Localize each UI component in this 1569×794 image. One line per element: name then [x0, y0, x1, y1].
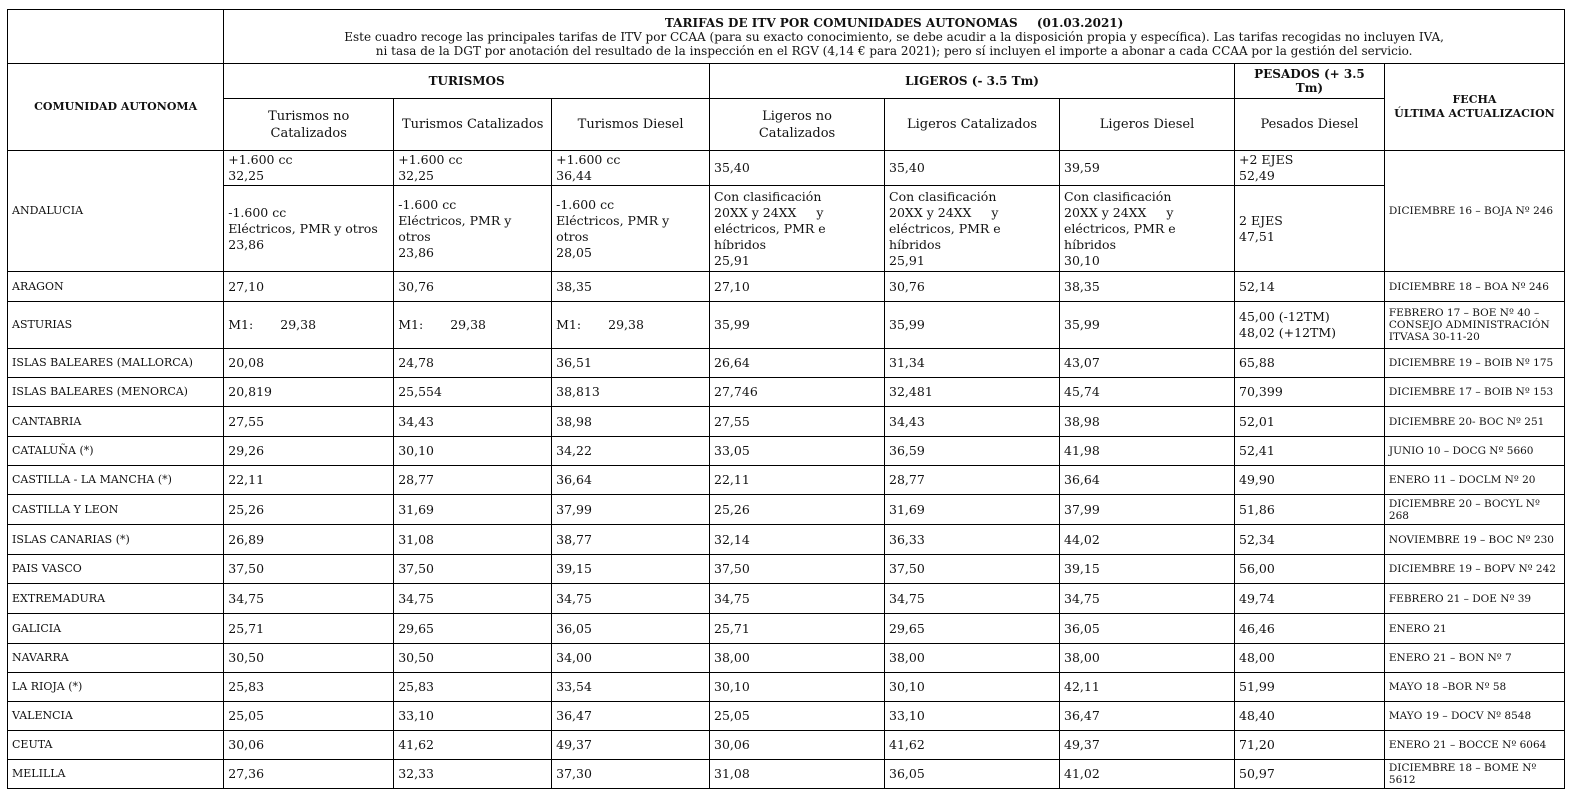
asturias-c1	[224, 302, 394, 349]
asturias-c4: 35,99	[710, 302, 885, 349]
tariff-cell: 25,83	[224, 673, 394, 702]
aragon-c2: 30,76	[394, 272, 552, 302]
tariff-cell: 22,11	[710, 466, 885, 495]
tariff-cell: 51,86	[1235, 495, 1385, 525]
and-top-c4: 35,40	[710, 151, 885, 186]
date-cell: JUNIO 10 – DOCG Nº 5660	[1384, 437, 1564, 466]
comunidad-header: COMUNIDAD AUTONOMA	[8, 64, 224, 151]
tariff-cell: 37,50	[224, 555, 394, 584]
tur-nocat-header-line-2: Catalizados	[270, 125, 347, 141]
and-bot-c2-b: Eléctricos, PMR y	[398, 212, 512, 228]
and-bot-c4-d: híbridos	[714, 236, 766, 252]
tariff-cell: 56,00	[1235, 555, 1385, 584]
tariff-cell: 34,43	[394, 407, 552, 437]
and-bot-c6-c: eléctricos, PMR e	[1064, 220, 1176, 236]
and-bot-c5-a: Con clasificación	[889, 188, 997, 204]
tariff-cell: 71,20	[1235, 731, 1385, 760]
tariff-cell: 34,75	[224, 584, 394, 614]
table-row	[8, 407, 1565, 437]
asturias-c6: 35,99	[1060, 302, 1235, 349]
title-row	[8, 10, 1565, 64]
tariff-cell: 51,99	[1235, 673, 1385, 702]
tariff-cell: 34,75	[710, 584, 885, 614]
aragon-c6: 38,35	[1060, 272, 1235, 302]
table-row	[8, 731, 1565, 760]
and-bot-c5-c: eléctricos, PMR e	[889, 220, 1001, 236]
and-bot-c4-e: 25,91	[714, 252, 750, 268]
tariff-cell: 33,10	[394, 702, 552, 731]
tariff-cell: 30,50	[224, 644, 394, 673]
tariff-cell: 42,11	[1060, 673, 1235, 702]
tariff-cell: 37,30	[552, 760, 710, 789]
tariff-cell: 25,71	[710, 614, 885, 644]
region-cell: PAIS VASCO	[8, 555, 224, 584]
and-top-c7-b: 52,49	[1239, 168, 1275, 183]
tariff-cell: 37,50	[710, 555, 885, 584]
region-cell: ISLAS CANARIAS (*)	[8, 525, 224, 555]
fecha-header	[1384, 64, 1564, 151]
tariff-cell: 36,64	[1060, 466, 1235, 495]
date-cell: ENERO 21 – BON Nº 7	[1384, 644, 1564, 673]
tariff-cell: 49,37	[552, 731, 710, 760]
tariff-cell: 27,55	[224, 407, 394, 437]
date-cell: MAYO 19 – DOCV Nº 8548	[1384, 702, 1564, 731]
and-bot-c2-c: otros	[398, 228, 431, 244]
and-top-c1-a: +1.600 cc	[228, 152, 293, 167]
tariff-cell: 30,10	[710, 673, 885, 702]
and-bot-c2-d: 23,86	[398, 244, 435, 260]
tariff-cell: 37,50	[885, 555, 1060, 584]
asturias-c7-a: 45,00 (-12TM)	[1239, 309, 1330, 324]
asturias-c2-label: M1:	[398, 317, 424, 332]
lig-nocat-header-line-1: Ligeros no	[762, 108, 832, 124]
table-row	[8, 437, 1565, 466]
region-cell: ISLAS BALEARES (MALLORCA)	[8, 349, 224, 378]
tariff-cell: 41,98	[1060, 437, 1235, 466]
and-bot-c5	[885, 186, 1060, 272]
and-top-c2-b: 32,25	[398, 168, 435, 183]
tariff-cell: 36,59	[885, 437, 1060, 466]
tariff-cell: 38,77	[552, 525, 710, 555]
and-bot-c4	[710, 186, 885, 272]
and-bot-c3-d: 28,05	[556, 244, 592, 260]
and-bot-c1-b: Eléctricos, PMR y otros	[228, 220, 378, 236]
tariff-cell: 27,36	[224, 760, 394, 789]
table-row	[8, 349, 1565, 378]
and-bot-c6	[1060, 186, 1235, 272]
table-row	[8, 584, 1565, 614]
tariff-cell: 34,00	[552, 644, 710, 673]
tariff-cell: 25,83	[394, 673, 552, 702]
tariff-cell: 22,11	[224, 466, 394, 495]
tariff-cell: 34,75	[1060, 584, 1235, 614]
tariff-cell: 41,62	[394, 731, 552, 760]
and-bot-c3-c: otros	[556, 228, 589, 244]
and-bot-c4-c: eléctricos, PMR e	[714, 220, 826, 236]
and-bot-c4-b: 20XX y 24XX y	[714, 204, 824, 220]
tariff-cell: 52,41	[1235, 437, 1385, 466]
region-cell: GALICIA	[8, 614, 224, 644]
region-cell: VALENCIA	[8, 702, 224, 731]
tariff-cell: 34,22	[552, 437, 710, 466]
tariff-cell: 24,78	[394, 349, 552, 378]
tariff-cell: 29,65	[394, 614, 552, 644]
and-bot-c3-b: Eléctricos, PMR y	[556, 212, 670, 228]
tariff-cell: 52,34	[1235, 525, 1385, 555]
region-cell: CANTABRIA	[8, 407, 224, 437]
and-bot-c7	[1235, 186, 1385, 272]
table-row	[8, 495, 1565, 525]
asturias-c1-value: 29,38	[280, 317, 317, 332]
tariff-cell: 25,26	[710, 495, 885, 525]
tariff-cell: 36,05	[885, 760, 1060, 789]
tariff-cell: 44,02	[1060, 525, 1235, 555]
region-aragon: ARAGON	[8, 272, 224, 302]
and-bot-c1-c: 23,86	[228, 236, 265, 252]
sub-header-row	[8, 99, 1565, 151]
pesados-header-line-2: Tm)	[1295, 81, 1324, 95]
table-row	[8, 673, 1565, 702]
tariff-cell: 49,90	[1235, 466, 1385, 495]
aragon-c3: 38,35	[552, 272, 710, 302]
tariff-cell: 25,554	[394, 378, 552, 407]
and-top-c2-a: +1.600 cc	[398, 152, 463, 167]
table-row	[8, 466, 1565, 495]
asturias-c5: 35,99	[885, 302, 1060, 349]
asturias-row	[8, 302, 1565, 349]
tariff-cell: 31,08	[710, 760, 885, 789]
aragon-c5: 30,76	[885, 272, 1060, 302]
date-cell: DICIEMBRE 19 – BOPV Nº 242	[1384, 555, 1564, 584]
region-cell: LA RIOJA (*)	[8, 673, 224, 702]
tariff-cell: 36,05	[552, 614, 710, 644]
tariff-cell: 29,26	[224, 437, 394, 466]
tariff-cell: 45,74	[1060, 378, 1235, 407]
tur-nocat-header-line-1: Turismos no	[268, 108, 350, 124]
tariff-cell: 38,00	[1060, 644, 1235, 673]
tariff-cell: 26,89	[224, 525, 394, 555]
region-cell: CEUTA	[8, 731, 224, 760]
tariff-cell: 34,43	[885, 407, 1060, 437]
asturias-c2	[394, 302, 552, 349]
and-top-c7-a: +2 EJES	[1239, 152, 1294, 167]
tur-diesel-header: Turismos Diesel	[552, 99, 710, 151]
tariff-cell: 38,00	[710, 644, 885, 673]
tariff-cell: 28,77	[885, 466, 1060, 495]
tariff-cell: 38,813	[552, 378, 710, 407]
lig-nocat-header	[710, 99, 885, 151]
tariff-cell: 46,46	[1235, 614, 1385, 644]
tariff-cell: 38,00	[885, 644, 1060, 673]
tariff-cell: 34,75	[885, 584, 1060, 614]
asturias-c7	[1235, 302, 1385, 349]
tur-cat-header: Turismos Catalizados	[394, 99, 552, 151]
region-cell: CASTILLA Y LEON	[8, 495, 224, 525]
aragon-c4: 27,10	[710, 272, 885, 302]
tariff-cell: 33,05	[710, 437, 885, 466]
intro-line-1: Este cuadro recoge las principales tarifas de ITV por CCAA (para su exacto conocimiento, se debe acudir a la disposición propia y específica). Las tarifas recogidas no incluyen IVA,	[344, 30, 1444, 44]
and-bot-c2	[394, 186, 552, 272]
region-cell: MELILLA	[8, 760, 224, 789]
date-cell: ENERO 21 – BOCCE Nº 6064	[1384, 731, 1564, 760]
and-top-c1	[224, 151, 394, 186]
date-cell: DICIEMBRE 20- BOC Nº 251	[1384, 407, 1564, 437]
tariff-cell: 43,07	[1060, 349, 1235, 378]
itv-tariff-table	[7, 9, 1565, 789]
tariff-cell: 25,26	[224, 495, 394, 525]
date-asturias-2: CONSEJO ADMINISTRACIÓN	[1388, 319, 1550, 331]
and-bot-c7-b: 47,51	[1239, 228, 1275, 244]
date-asturias-3: ITVASA 30-11-20	[1388, 331, 1480, 343]
date-cell: MAYO 18 –BOR Nº 58	[1384, 673, 1564, 702]
tariff-cell: 20,819	[224, 378, 394, 407]
and-bot-c6-a: Con clasificación	[1064, 188, 1172, 204]
tariff-cell: 20,08	[224, 349, 394, 378]
table-row	[8, 525, 1565, 555]
and-top-c1-b: 32,25	[228, 168, 265, 183]
pesados-header	[1235, 64, 1385, 99]
tariff-cell: 39,15	[1060, 555, 1235, 584]
and-top-c5: 35,40	[885, 151, 1060, 186]
tariff-cell: 41,02	[1060, 760, 1235, 789]
pesados-header-line-1: PESADOS (+ 3.5	[1254, 67, 1365, 81]
andalucia-row-top	[8, 151, 1565, 186]
asturias-c2-value: 29,38	[450, 317, 487, 332]
date-cell: NOVIEMBRE 19 – BOC Nº 230	[1384, 525, 1564, 555]
table-row	[8, 378, 1565, 407]
region-cell: EXTREMADURA	[8, 584, 224, 614]
tariff-cell: 25,05	[224, 702, 394, 731]
and-bot-c5-b: 20XX y 24XX y	[889, 204, 999, 220]
tariff-cell: 31,69	[394, 495, 552, 525]
date-asturias-1: FEBRERO 17 – BOE Nº 40 –	[1388, 307, 1540, 319]
and-bot-c7-a: 2 EJES	[1239, 212, 1283, 228]
asturias-c1-label: M1:	[228, 317, 254, 332]
region-cell: CATALUÑA (*)	[8, 437, 224, 466]
ligeros-header: LIGEROS (- 3.5 Tm)	[710, 64, 1235, 99]
andalucia-row-bottom	[8, 186, 1565, 272]
table-header-block	[224, 10, 1565, 64]
tariff-cell: 36,33	[885, 525, 1060, 555]
and-bot-c6-e: 30,10	[1064, 252, 1100, 268]
aragon-c7: 52,14	[1235, 272, 1385, 302]
turismos-header: TURISMOS	[224, 64, 710, 99]
tur-nocat-header	[224, 99, 394, 151]
tariff-cell: 27,746	[710, 378, 885, 407]
tariff-cell: 30,06	[710, 731, 885, 760]
tariff-cell: 48,00	[1235, 644, 1385, 673]
tariff-cell: 48,40	[1235, 702, 1385, 731]
and-bot-c4-a: Con clasificación	[714, 188, 822, 204]
table-row	[8, 614, 1565, 644]
tariff-cell: 34,75	[552, 584, 710, 614]
corner-cell	[8, 10, 224, 64]
and-top-c2	[394, 151, 552, 186]
tariff-cell: 28,77	[394, 466, 552, 495]
tariff-cell: 37,99	[552, 495, 710, 525]
tariff-cell: 33,54	[552, 673, 710, 702]
tariff-cell: 38,98	[1060, 407, 1235, 437]
tariff-cell: 36,05	[1060, 614, 1235, 644]
and-top-c3	[552, 151, 710, 186]
lig-diesel-header: Ligeros Diesel	[1060, 99, 1235, 151]
and-bot-c3	[552, 186, 710, 272]
and-top-c3-b: 36,44	[556, 168, 592, 183]
tariff-cell: 30,10	[394, 437, 552, 466]
date-cell: DICIEMBRE 18 – BOME Nº 5612	[1384, 760, 1564, 789]
tariff-cell: 31,69	[885, 495, 1060, 525]
tariff-cell: 70,399	[1235, 378, 1385, 407]
tariff-cell: 65,88	[1235, 349, 1385, 378]
tariff-cell: 36,64	[552, 466, 710, 495]
lig-nocat-header-line-2: Catalizados	[758, 125, 836, 141]
region-andalucia: ANDALUCIA	[8, 151, 224, 272]
date-cell: DICIEMBRE 20 – BOCYL Nº 268	[1384, 495, 1564, 525]
tariff-cell: 25,71	[224, 614, 394, 644]
region-cell: CASTILLA - LA MANCHA (*)	[8, 466, 224, 495]
tariff-cell: 52,01	[1235, 407, 1385, 437]
tariff-cell: 32,14	[710, 525, 885, 555]
date-cell: DICIEMBRE 17 – BOIB Nº 153	[1384, 378, 1564, 407]
tariff-cell: 50,97	[1235, 760, 1385, 789]
table-title-line	[228, 16, 1560, 30]
table-row	[8, 644, 1565, 673]
and-bot-c3-a: -1.600 cc	[556, 196, 615, 212]
tariff-cell: 36,47	[552, 702, 710, 731]
lig-cat-header: Ligeros Catalizados	[885, 99, 1060, 151]
tariff-cell: 30,50	[394, 644, 552, 673]
and-bot-c6-b: 20XX y 24XX y	[1064, 204, 1174, 220]
asturias-c3-value: 29,38	[608, 317, 644, 332]
date-cell: DICIEMBRE 19 – BOIB Nº 175	[1384, 349, 1564, 378]
and-bot-c1	[224, 186, 394, 272]
pes-diesel-header: Pesados Diesel	[1235, 99, 1385, 151]
tariff-cell: 36,51	[552, 349, 710, 378]
date-cell: FEBRERO 21 – DOE Nº 39	[1384, 584, 1564, 614]
tariff-cell: 36,47	[1060, 702, 1235, 731]
and-bot-c1-a: -1.600 cc	[228, 204, 287, 220]
tariff-cell: 31,08	[394, 525, 552, 555]
tariff-cell: 38,98	[552, 407, 710, 437]
table-date: (01.03.2021)	[1036, 16, 1124, 30]
tariff-cell: 39,15	[552, 555, 710, 584]
tariff-cell: 34,75	[394, 584, 552, 614]
aragon-c1: 27,10	[224, 272, 394, 302]
and-top-c3-a: +1.600 cc	[556, 152, 621, 167]
and-top-c7	[1235, 151, 1385, 186]
tariff-cell: 32,481	[885, 378, 1060, 407]
tariff-cell: 49,37	[1060, 731, 1235, 760]
and-bot-c6-d: híbridos	[1064, 236, 1116, 252]
asturias-c3-label: M1:	[556, 317, 582, 332]
fecha-header-line-2: ÚLTIMA ACTUALIZACION	[1394, 107, 1555, 120]
tariff-cell: 30,06	[224, 731, 394, 760]
asturias-c3	[552, 302, 710, 349]
tariff-cell: 49,74	[1235, 584, 1385, 614]
and-bot-c5-d: híbridos	[889, 236, 941, 252]
date-andalucia: DICIEMBRE 16 – BOJA Nº 246	[1384, 151, 1564, 272]
fecha-header-line-1: FECHA	[1452, 93, 1497, 106]
table-title: TARIFAS DE ITV POR COMUNIDADES AUTONOMAS	[664, 16, 1018, 30]
tariff-cell: 32,33	[394, 760, 552, 789]
tariff-cell: 25,05	[710, 702, 885, 731]
tariff-cell: 33,10	[885, 702, 1060, 731]
asturias-c7-b: 48,02 (+12TM)	[1239, 325, 1337, 340]
region-asturias: ASTURIAS	[8, 302, 224, 349]
region-cell: ISLAS BALEARES (MENORCA)	[8, 378, 224, 407]
table-row	[8, 555, 1565, 584]
date-cell: ENERO 21	[1384, 614, 1564, 644]
and-bot-c2-a: -1.600 cc	[398, 196, 457, 212]
tariff-cell: 26,64	[710, 349, 885, 378]
and-top-c6: 39,59	[1060, 151, 1235, 186]
tariff-cell: 37,50	[394, 555, 552, 584]
tariff-cell: 41,62	[885, 731, 1060, 760]
date-asturias	[1384, 302, 1564, 349]
and-bot-c5-e: 25,91	[889, 252, 925, 268]
tariff-cell: 30,10	[885, 673, 1060, 702]
tariff-cell: 27,55	[710, 407, 885, 437]
region-cell: NAVARRA	[8, 644, 224, 673]
table-row	[8, 702, 1565, 731]
table-row	[8, 760, 1565, 789]
aragon-row	[8, 272, 1565, 302]
group-header-row	[8, 64, 1565, 99]
tariff-cell: 31,34	[885, 349, 1060, 378]
date-aragon: DICIEMBRE 18 – BOA Nº 246	[1384, 272, 1564, 302]
tariff-cell: 37,99	[1060, 495, 1235, 525]
intro-line-2: ni tasa de la DGT por anotación del resultado de la inspección en el RGV (4,14 € para 2021); pero sí incluyen el importe a abonar a cada CCAA por la gestión del servicio.	[375, 44, 1413, 58]
date-cell: ENERO 11 – DOCLM Nº 20	[1384, 466, 1564, 495]
tariff-cell: 29,65	[885, 614, 1060, 644]
